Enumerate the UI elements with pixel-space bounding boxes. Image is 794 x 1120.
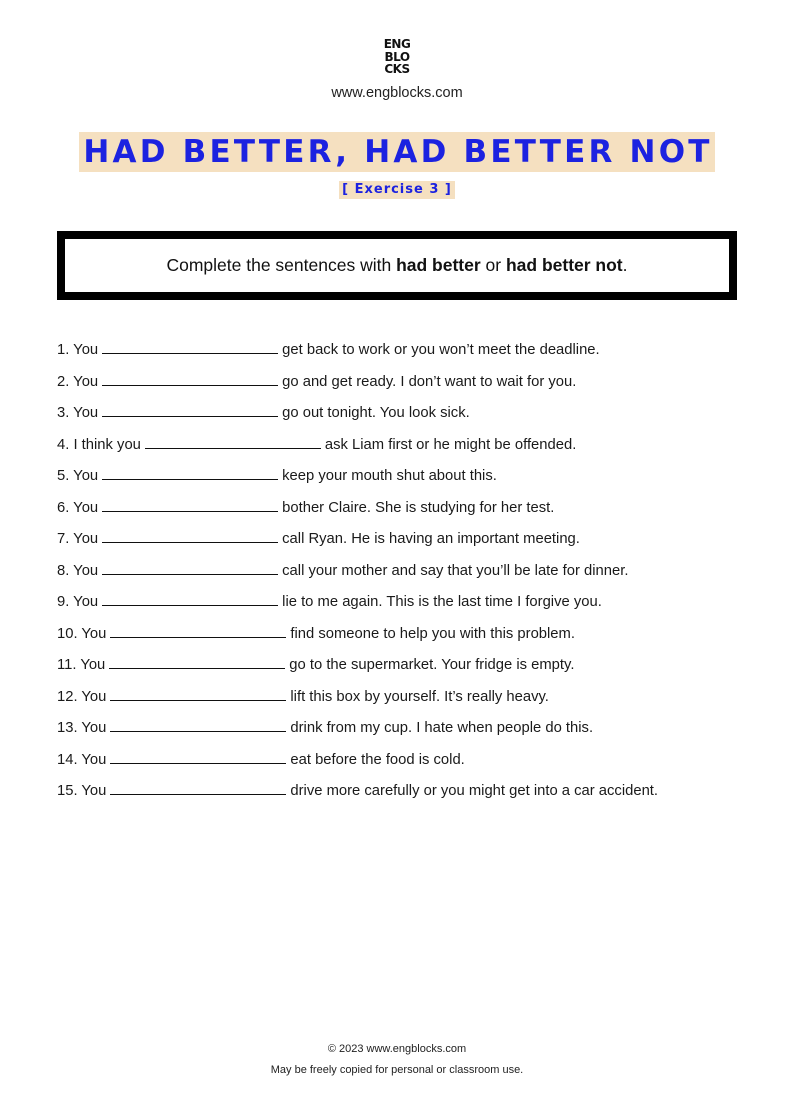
exercise-prefix: 10. You xyxy=(57,625,107,642)
exercise-prefix: 3. You xyxy=(57,405,99,421)
exercise-item xyxy=(57,528,757,560)
exercise-item xyxy=(57,654,757,686)
exercise-suffix: keep your mouth shut about this. xyxy=(282,468,497,484)
exercise-prefix: 1. You xyxy=(57,342,99,358)
answer-blank[interactable] xyxy=(102,528,278,543)
exercise-suffix: drink from my cup. I hate when people do this. xyxy=(290,720,594,736)
exercise-prefix: 14. You xyxy=(57,751,107,768)
exercise-item xyxy=(57,749,757,781)
exercise-prefix: 13. You xyxy=(57,720,107,736)
exercise-item xyxy=(57,434,757,466)
exercise-suffix: go out tonight. You look sick. xyxy=(282,405,470,421)
answer-blank[interactable] xyxy=(102,371,278,386)
exercise-suffix: find someone to help you with this problem. xyxy=(290,625,575,642)
instruction-middle: or xyxy=(480,255,506,275)
exercise-prefix: 4. I think you xyxy=(57,436,141,453)
exercise-prefix: 2. You xyxy=(57,373,99,390)
exercise-prefix: 7. You xyxy=(57,531,99,547)
exercise-suffix: get back to work or you won’t meet the deadline. xyxy=(282,342,600,358)
exercise-suffix: go and get ready. I don’t want to wait for you. xyxy=(282,373,577,390)
title-container xyxy=(0,132,794,172)
instruction-after: . xyxy=(622,255,628,275)
exercise-prefix: 12. You xyxy=(57,688,107,705)
answer-blank[interactable] xyxy=(102,339,278,354)
answer-blank[interactable] xyxy=(102,465,278,480)
exercise-subtitle: [ Exercise 3 ] xyxy=(339,181,455,199)
exercise-prefix: 5. You xyxy=(57,468,99,484)
exercise-item xyxy=(57,623,757,655)
exercise-item xyxy=(57,497,757,529)
exercise-prefix: 8. You xyxy=(57,562,99,579)
exercise-item xyxy=(57,717,757,749)
exercise-item xyxy=(57,402,757,434)
exercise-list xyxy=(57,339,757,812)
exercise-suffix: call your mother and say that you’ll be late for dinner. xyxy=(282,562,629,579)
exercise-suffix: eat before the food is cold. xyxy=(290,751,465,768)
answer-blank[interactable] xyxy=(109,654,285,669)
exercise-prefix: 9. You xyxy=(57,594,99,610)
answer-blank[interactable] xyxy=(102,402,278,417)
instruction-before: Complete the sentences with xyxy=(166,255,397,275)
exercise-suffix: drive more carefully or you might get into a car accident. xyxy=(290,783,659,799)
exercise-suffix: bother Claire. She is studying for her test. xyxy=(282,499,555,516)
answer-blank[interactable] xyxy=(110,749,286,764)
instruction-box xyxy=(57,231,737,300)
exercise-prefix: 11. You xyxy=(57,657,106,673)
answer-blank[interactable] xyxy=(110,717,286,732)
exercise-item xyxy=(57,465,757,497)
answer-blank[interactable] xyxy=(102,591,278,606)
logo-line-2: BLO xyxy=(384,49,410,64)
answer-blank[interactable] xyxy=(110,686,286,701)
page-title: HAD BETTER, HAD BETTER NOT xyxy=(79,132,714,172)
site-url: www.engblocks.com xyxy=(331,85,463,101)
exercise-item xyxy=(57,686,757,718)
subtitle-container xyxy=(0,180,794,199)
exercise-suffix: lift this box by yourself. It’s really heavy. xyxy=(290,688,549,705)
answer-blank[interactable] xyxy=(110,623,286,638)
instruction-text xyxy=(166,255,627,276)
footer-note: May be freely copied for personal or classroom use. xyxy=(270,1064,524,1076)
exercise-item xyxy=(57,591,757,623)
instruction-bold-had-better: had better xyxy=(396,255,481,275)
instruction-bold-had-better-not: had better not xyxy=(505,255,623,275)
exercise-suffix: ask Liam first or he might be offended. xyxy=(324,436,577,453)
answer-blank[interactable] xyxy=(102,497,278,512)
exercise-item xyxy=(57,560,757,592)
exercise-suffix: go to the supermarket. Your fridge is empty. xyxy=(289,657,575,673)
exercise-suffix: lie to me again. This is the last time I forgive you. xyxy=(282,594,602,610)
exercise-item xyxy=(57,339,757,371)
exercise-suffix: call Ryan. He is having an important meeting. xyxy=(282,531,580,547)
exercise-item xyxy=(57,780,757,812)
answer-blank[interactable] xyxy=(102,560,278,575)
answer-blank[interactable] xyxy=(145,434,321,449)
logo-line-1: ENG xyxy=(383,37,411,51)
logo-line-3: CKS xyxy=(384,62,410,76)
answer-blank[interactable] xyxy=(110,780,286,795)
footer-copyright: © 2023 www.engblocks.com xyxy=(327,1043,467,1055)
exercise-prefix: 6. You xyxy=(57,499,99,516)
engblocks-logo xyxy=(0,38,794,76)
exercise-prefix: 15. You xyxy=(57,783,107,799)
exercise-item xyxy=(57,371,757,403)
